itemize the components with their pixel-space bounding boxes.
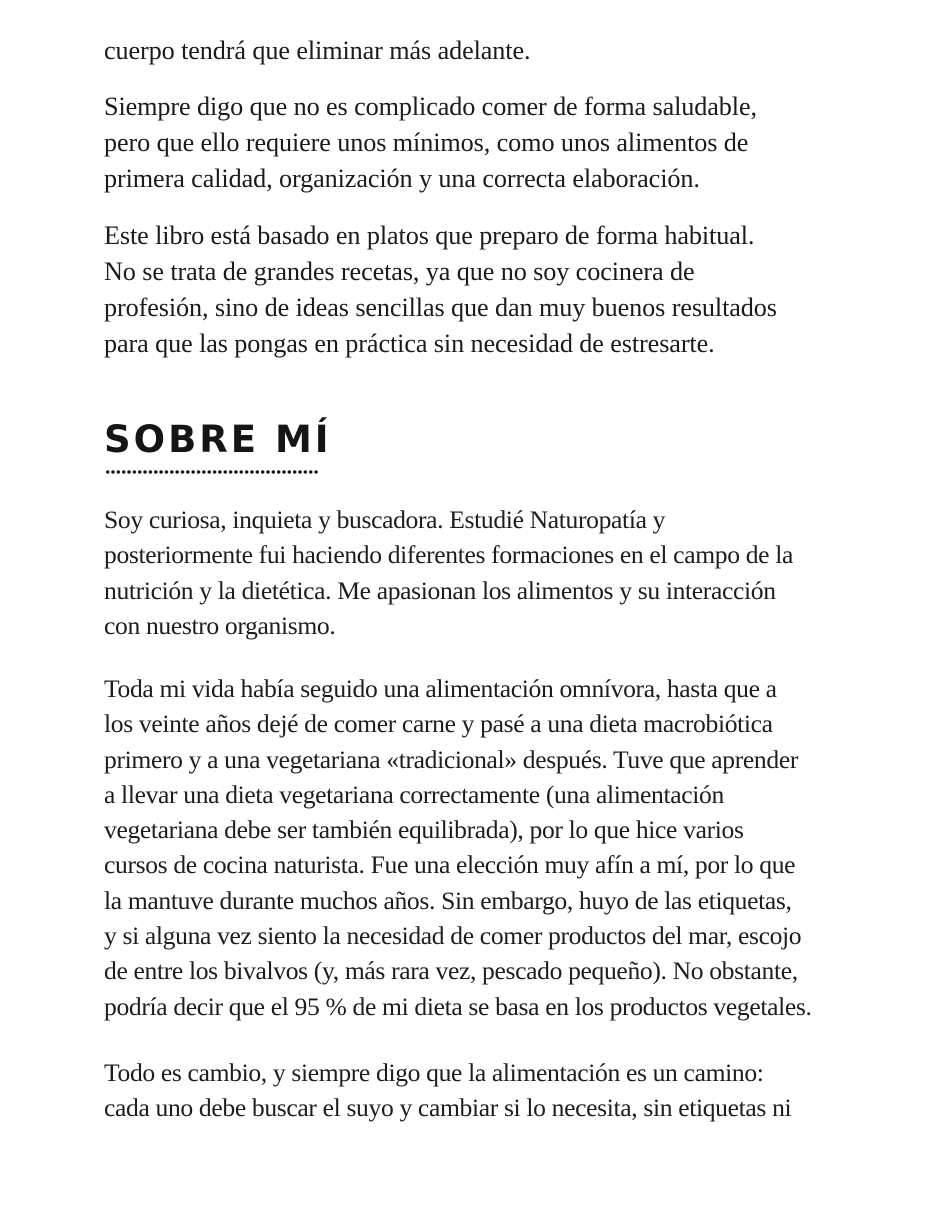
paragraph <box>104 671 812 1024</box>
text-line: cada uno debe buscar el suyo y cambiar si lo necesita, sin etiquetas ni <box>104 1093 792 1123</box>
text-line: primero y a una vegetariana «tradicional» después. Tuve que aprender <box>104 744 798 774</box>
text-line: podría decir que el 95 % de mi dieta se basa en los productos vegetales. <box>104 991 812 1021</box>
text-line: profesión, sino de ideas sencillas que dan muy buenos resultados <box>104 293 777 322</box>
text-line: pero que ello requiere unos mínimos, como unos alimentos de <box>104 128 749 157</box>
text-line: de entre los bivalvos (y, más rara vez, pescado pequeño). No obstante, <box>104 956 798 986</box>
text-line: Soy curiosa, inquieta y buscadora. Estudié Naturopatía y <box>104 505 666 534</box>
paragraph <box>104 502 793 643</box>
text-line: No se trata de grandes recetas, ya que no soy cocinera de <box>104 257 695 286</box>
text-line: primera calidad, organización y una correcta elaboración. <box>104 164 700 193</box>
text-line: Todo es cambio, y siempre digo que la alimentación es un camino: <box>104 1058 764 1087</box>
text-line: Siempre digo que no es complicado comer de forma saludable, <box>104 92 757 121</box>
text-line: con nuestro organismo. <box>104 610 336 640</box>
text-line: Toda mi vida había seguido una alimentación omnívora, hasta que a <box>104 674 777 703</box>
text-line: cursos de cocina naturista. Fue una elección muy afín a mí, por lo que <box>104 850 796 880</box>
paragraph <box>104 89 757 197</box>
text-line: Este libro está basado en platos que preparo de forma habitual. <box>104 221 755 250</box>
section-heading: SOBRE MÍ <box>104 418 332 461</box>
text-line: posteriormente fui haciendo diferentes formaciones en el campo de la <box>104 540 793 570</box>
text-line: cuerpo tendrá que eliminar más adelante. <box>104 36 531 65</box>
paragraph <box>104 1055 791 1126</box>
text-line: para que las pongas en práctica sin necesidad de estresarte. <box>104 329 715 358</box>
paragraph <box>104 218 777 362</box>
text-line: y si alguna vez siento la necesidad de comer productos del mar, escojo <box>104 921 802 951</box>
text-line: la mantuve durante muchos años. Sin embargo, huyo de las etiquetas, <box>104 885 792 915</box>
text-line: los veinte años dejé de comer carne y pasé a una dieta macrobiótica <box>104 709 773 739</box>
text-line: vegetariana debe ser también equilibrada), por lo que hice varios <box>104 815 744 845</box>
paragraph <box>104 33 530 69</box>
dotted-underline <box>105 470 319 474</box>
text-line: a llevar una dieta vegetariana correctamente (una alimentación <box>104 779 724 809</box>
text-line: nutrición y la dietética. Me apasionan los alimentos y su interacción <box>104 575 776 605</box>
